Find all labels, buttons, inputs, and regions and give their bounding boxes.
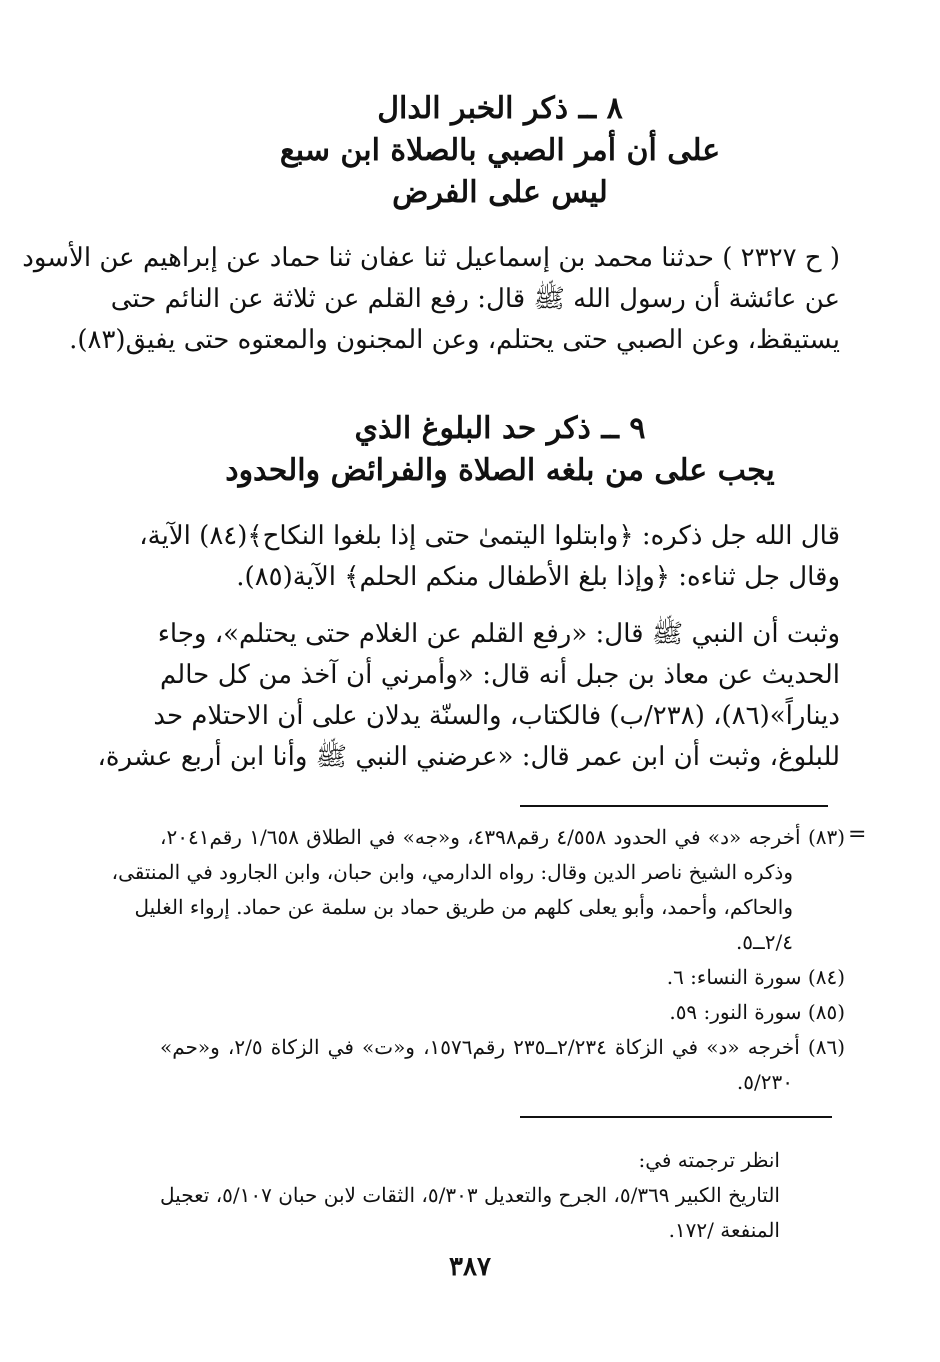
- section-9-heading: [160, 408, 840, 492]
- section-8-heading: [160, 88, 840, 214]
- text-line: قال الله جل ذكره: ﴿وابتلوا اليتمىٰ حتى إذا بلغوا النكاح﴾(٨٤) الآية،: [139, 521, 840, 551]
- footnote-number: (٨٦): [807, 1035, 845, 1059]
- footnotes: [111, 820, 846, 1100]
- heading-line: على أن أمر الصبي بالصلاة ابن سبع: [279, 133, 721, 168]
- footnote-text: والحاكم، وأحمد، وأبو يعلى كلهم من طريق حماد بن سلمة عن حماد. إرواء الغليل: [134, 895, 793, 919]
- footnote-text: ٢/٤ــ٥.: [735, 930, 793, 954]
- bio-line: انظر ترجمته في:: [638, 1148, 780, 1172]
- heading-line: ٨ ــ ذكر الخبر الدال: [377, 91, 623, 126]
- text-line: ( ح ٢٣٢٧ ) حدثنا محمد بن إسماعيل ثنا عفان ثنا حماد عن إبراهيم عن الأسود: [22, 243, 840, 273]
- text-line: عن عائشة أن رسول الله ﷺ قال: رفع القلم عن ثلاثة عن النائم حتى: [110, 284, 840, 314]
- hadith-evidence-paragraph: [97, 614, 840, 778]
- text-line: وثبت أن النبي ﷺ قال: «رفع القلم عن الغلام حتى يحتلم»، وجاء: [157, 619, 840, 649]
- continuation-mark: =: [848, 822, 867, 847]
- footnote-text: وذكره الشيخ ناصر الدين وقال: رواه الدارمي، وابن حبان، وابن الجارود في المنتقى،: [111, 860, 793, 884]
- text-line: الحديث عن معاذ بن جبل أنه قال: «وأمرني أن آخذ من كل حالم: [160, 660, 840, 690]
- footnote-number: (٨٤): [807, 965, 845, 989]
- heading-line: يجب على من بلغه الصلاة والفرائض والحدود: [225, 453, 775, 488]
- quran-quote-paragraph: [139, 516, 840, 598]
- footnote-separator: [520, 805, 828, 807]
- footnote-text: ٥/٢٣٠.: [736, 1070, 793, 1094]
- heading-line: ليس على الفرض: [392, 175, 608, 210]
- text-line: يستيقظ، وعن الصبي حتى يحتلم، وعن المجنون والمعتوه حتى يفيق(٨٣).: [69, 325, 840, 355]
- hadith-2327-paragraph: [22, 238, 840, 361]
- footnote-83: [111, 820, 846, 960]
- biography-separator: [520, 1116, 832, 1118]
- bio-line: المنفعة /١٧٢.: [668, 1218, 780, 1242]
- heading-line: ٩ ــ ذكر حد البلوغ الذي: [354, 411, 646, 446]
- footnote-text: سورة النساء: ٦.: [666, 965, 802, 989]
- footnote-86: [160, 1030, 845, 1100]
- biography-reference: [160, 1143, 780, 1248]
- bio-line: التاريخ الكبير ٥/٣٦٩، الجرح والتعديل ٥/٣٠٣، الثقات لابن حبان ٥/١٠٧، تعجيل: [160, 1183, 780, 1207]
- text-line: ديناراً»(٨٦)، (٢٣٨/ب) فالكتاب، والسنّة يدلان على أن الاحتلام حد: [153, 701, 840, 731]
- text-line: وقال جل ثناءه: ﴿وإذا بلغ الأطفال منكم الحلم﴾ الآية(٨٥).: [236, 562, 840, 592]
- page-number: ٣٨٧: [449, 1252, 491, 1282]
- footnote-text: سورة النور: ٥٩.: [669, 1000, 802, 1024]
- footnote-text: أخرجه «د» في الزكاة ٢/٢٣٤ــ٢٣٥ رقم١٥٧٦، و«ت» في الزكاة ٢/٥، و«حم»: [160, 1035, 800, 1059]
- text-line: للبلوغ، وثبت أن ابن عمر قال: «عرضني النبي ﷺ وأنا ابن أربع عشرة،: [97, 742, 840, 772]
- footnote-85: [160, 995, 845, 1030]
- footnote-84: [160, 960, 845, 995]
- footnote-number: (٨٣): [807, 825, 846, 849]
- footnote-number: (٨٥): [807, 1000, 845, 1024]
- footnote-text: أخرجه «د» في الحدود ٤/٥٥٨ رقم٤٣٩٨، و«جه» في الطلاق ١/٦٥٨ رقم٢٠٤١،: [160, 825, 801, 849]
